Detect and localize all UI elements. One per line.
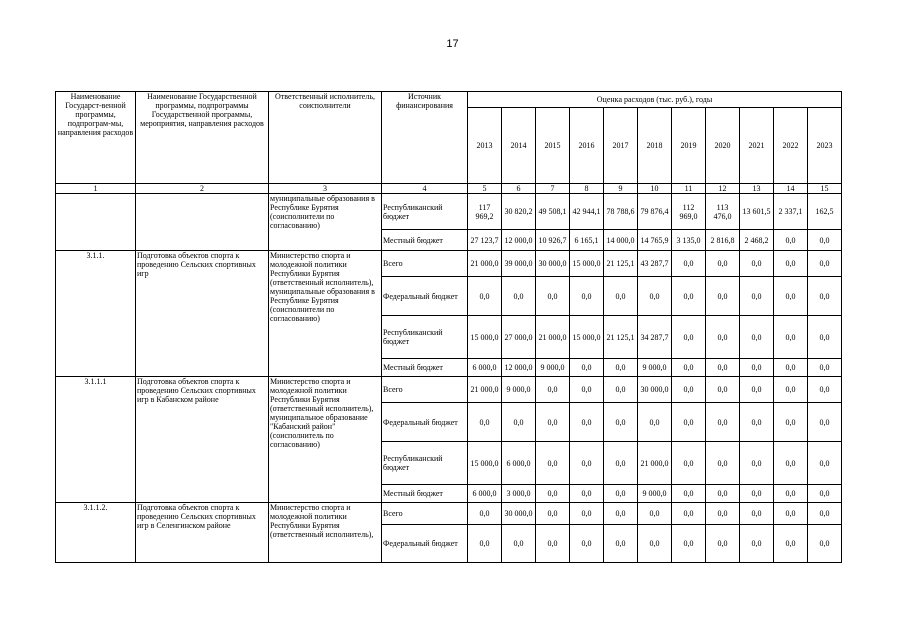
expense-value: 0,0	[570, 525, 604, 563]
header-estimate: Оценка расходов (тыс. руб.), годы	[468, 92, 842, 108]
expense-value: 0,0	[808, 251, 842, 277]
expense-value: 0,0	[774, 403, 808, 442]
funding-source: Республиканский бюджет	[382, 442, 468, 485]
expense-value: 14 765,9	[638, 230, 672, 251]
expense-value: 0,0	[706, 251, 740, 277]
expense-value: 0,0	[706, 525, 740, 563]
funding-source: Всего	[382, 251, 468, 277]
expense-value: 9 000,0	[638, 359, 672, 377]
column-number: 3	[269, 184, 382, 194]
header-year: 2017	[604, 108, 638, 184]
expense-value: 27 123,7	[468, 230, 502, 251]
expense-value: 3 000,0	[502, 485, 536, 503]
expense-value: 0,0	[604, 503, 638, 525]
table-row	[56, 377, 842, 403]
header-year: 2013	[468, 108, 502, 184]
expense-value: 21 000,0	[468, 377, 502, 403]
expense-value: 0,0	[638, 525, 672, 563]
expense-value: 15 000,0	[468, 316, 502, 359]
column-number: 2	[136, 184, 269, 194]
column-number: 12	[706, 184, 740, 194]
expense-value: 30 000,0	[502, 503, 536, 525]
header-year: 2020	[706, 108, 740, 184]
expense-value: 0,0	[638, 503, 672, 525]
expense-value: 0,0	[570, 377, 604, 403]
expense-value: 0,0	[604, 442, 638, 485]
column-number: 14	[774, 184, 808, 194]
expense-value: 0,0	[774, 230, 808, 251]
funding-source: Всего	[382, 503, 468, 525]
page-number: 17	[446, 38, 459, 50]
column-number: 15	[808, 184, 842, 194]
expense-value: 0,0	[706, 359, 740, 377]
column-number: 5	[468, 184, 502, 194]
expense-value: 0,0	[808, 230, 842, 251]
expense-value: 34 287,7	[638, 316, 672, 359]
expense-value: 0,0	[740, 403, 774, 442]
expense-value: 0,0	[604, 359, 638, 377]
expense-value: 21 125,1	[604, 316, 638, 359]
funding-source: Всего	[382, 377, 468, 403]
expense-value: 0,0	[774, 442, 808, 485]
column-number: 4	[382, 184, 468, 194]
budget-table	[55, 91, 842, 563]
funding-source: Федеральный бюджет	[382, 277, 468, 316]
item-code	[56, 194, 136, 251]
expense-value: 21 000,0	[468, 251, 502, 277]
expense-value: 0,0	[740, 503, 774, 525]
expense-value: 0,0	[570, 442, 604, 485]
expense-value: 6 000,0	[468, 485, 502, 503]
expense-value: 0,0	[638, 403, 672, 442]
funding-source: Республиканский бюджет	[382, 194, 468, 230]
expense-value: 0,0	[536, 442, 570, 485]
table-row	[56, 503, 842, 525]
header-source: Источник финансирования	[382, 92, 468, 184]
expense-value: 0,0	[740, 525, 774, 563]
expense-value: 13 601,5	[740, 194, 774, 230]
expense-value: 0,0	[740, 377, 774, 403]
header-year: 2018	[638, 108, 672, 184]
expense-value: 0,0	[774, 277, 808, 316]
expense-value: 0,0	[502, 403, 536, 442]
expense-value: 0,0	[740, 316, 774, 359]
item-name	[136, 194, 269, 251]
expense-value: 0,0	[536, 525, 570, 563]
expense-value: 0,0	[672, 403, 706, 442]
expense-value: 0,0	[502, 277, 536, 316]
expense-value: 0,0	[706, 503, 740, 525]
column-number: 9	[604, 184, 638, 194]
expense-value: 30 000,0	[638, 377, 672, 403]
expense-value: 113 476,0	[706, 194, 740, 230]
expense-value: 30 820,2	[502, 194, 536, 230]
expense-value: 0,0	[468, 503, 502, 525]
expense-value: 6 165,1	[570, 230, 604, 251]
header-year: 2021	[740, 108, 774, 184]
funding-source: Федеральный бюджет	[382, 403, 468, 442]
expense-value: 14 000,0	[604, 230, 638, 251]
expense-value: 0,0	[808, 503, 842, 525]
header-year: 2015	[536, 108, 570, 184]
expense-value: 0,0	[672, 316, 706, 359]
expense-value: 0,0	[740, 251, 774, 277]
header-year: 2022	[774, 108, 808, 184]
expense-value: 0,0	[740, 442, 774, 485]
expense-value: 15 000,0	[570, 316, 604, 359]
header-year: 2016	[570, 108, 604, 184]
expense-value: 0,0	[808, 277, 842, 316]
expense-value: 10 926,7	[536, 230, 570, 251]
expense-value: 0,0	[468, 277, 502, 316]
expense-value: 0,0	[774, 503, 808, 525]
header-executor: Ответственный исполнитель, соисполнители	[269, 92, 382, 184]
header-subprogram-name: Наименование Государственной программы, подпрограммы Государственной программы, мероприятия, направления расходов	[136, 92, 269, 184]
column-number: 10	[638, 184, 672, 194]
expense-value: 0,0	[672, 485, 706, 503]
header-year: 2019	[672, 108, 706, 184]
item-name: Подготовка объектов спорта к проведению Сельских спортивных игр в Кабанском районе	[136, 377, 269, 503]
expense-value: 27 000,0	[502, 316, 536, 359]
expense-value: 0,0	[604, 525, 638, 563]
expense-value: 0,0	[706, 277, 740, 316]
expense-value: 0,0	[468, 403, 502, 442]
expense-value: 9 000,0	[502, 377, 536, 403]
expense-value: 43 287,7	[638, 251, 672, 277]
item-executor: Министерство спорта и молодежной политики Республики Бурятия (ответственный исполнитель), муниципальное образование "Кабанский район" (соисполнитель по согласованию)	[269, 377, 382, 503]
item-code: 3.1.1.2.	[56, 503, 136, 563]
expense-value: 0,0	[502, 525, 536, 563]
column-number: 8	[570, 184, 604, 194]
expense-value: 0,0	[706, 485, 740, 503]
item-name: Подготовка объектов спорта к проведению Сельских спортивных игр	[136, 251, 269, 377]
expense-value: 112 969,0	[672, 194, 706, 230]
column-number: 6	[502, 184, 536, 194]
expense-value: 15 000,0	[468, 442, 502, 485]
column-number: 7	[536, 184, 570, 194]
expense-value: 0,0	[672, 359, 706, 377]
expense-value: 42 944,1	[570, 194, 604, 230]
expense-value: 0,0	[774, 359, 808, 377]
funding-source: Федеральный бюджет	[382, 525, 468, 563]
expense-value: 0,0	[740, 359, 774, 377]
expense-value: 0,0	[672, 525, 706, 563]
expense-value: 0,0	[536, 485, 570, 503]
expense-value: 0,0	[672, 503, 706, 525]
expense-value: 6 000,0	[468, 359, 502, 377]
expense-value: 0,0	[808, 359, 842, 377]
expense-value: 0,0	[740, 277, 774, 316]
expense-value: 162,5	[808, 194, 842, 230]
expense-value: 6 000,0	[502, 442, 536, 485]
expense-value: 0,0	[706, 377, 740, 403]
expense-value: 0,0	[570, 503, 604, 525]
table-row	[56, 194, 842, 230]
expense-value: 0,0	[672, 442, 706, 485]
expense-value: 21 000,0	[536, 316, 570, 359]
expense-value: 0,0	[706, 442, 740, 485]
expense-value: 0,0	[536, 403, 570, 442]
item-executor: муниципальные образования в Республике Бурятия (соисполнители по согласованию)	[269, 194, 382, 251]
funding-source: Местный бюджет	[382, 230, 468, 251]
column-number-row	[56, 184, 842, 194]
item-code: 3.1.1.1	[56, 377, 136, 503]
expense-value: 0,0	[570, 359, 604, 377]
expense-value: 0,0	[706, 403, 740, 442]
funding-source: Местный бюджет	[382, 485, 468, 503]
table-row	[56, 251, 842, 277]
expense-value: 9 000,0	[638, 485, 672, 503]
expense-value: 0,0	[808, 525, 842, 563]
column-number: 11	[672, 184, 706, 194]
expense-value: 9 000,0	[536, 359, 570, 377]
funding-source: Республиканский бюджет	[382, 316, 468, 359]
expense-value: 21 000,0	[638, 442, 672, 485]
expense-value: 0,0	[774, 525, 808, 563]
expense-value: 0,0	[774, 251, 808, 277]
expense-value: 0,0	[604, 277, 638, 316]
expense-value: 3 135,0	[672, 230, 706, 251]
expense-value: 78 788,6	[604, 194, 638, 230]
expense-value: 2 337,1	[774, 194, 808, 230]
expense-value: 0,0	[774, 485, 808, 503]
expense-value: 0,0	[808, 403, 842, 442]
item-code: 3.1.1.	[56, 251, 136, 377]
expense-value: 15 000,0	[570, 251, 604, 277]
header-year: 2023	[808, 108, 842, 184]
expense-value: 0,0	[808, 377, 842, 403]
expense-value: 0,0	[468, 525, 502, 563]
expense-value: 2 468,2	[740, 230, 774, 251]
expense-value: 0,0	[604, 403, 638, 442]
expense-value: 79 876,4	[638, 194, 672, 230]
header-program-name: Наименование Государст-венной программы, подпрограм-мы, направления расходов	[56, 92, 136, 184]
expense-value: 0,0	[536, 503, 570, 525]
expense-value: 0,0	[570, 277, 604, 316]
expense-value: 0,0	[740, 485, 774, 503]
expense-value: 0,0	[808, 485, 842, 503]
expense-value: 0,0	[808, 316, 842, 359]
expense-value: 12 000,0	[502, 359, 536, 377]
column-number: 13	[740, 184, 774, 194]
expense-value: 0,0	[604, 485, 638, 503]
expense-value: 12 000,0	[502, 230, 536, 251]
expense-value: 0,0	[638, 277, 672, 316]
column-number: 1	[56, 184, 136, 194]
item-executor: Министерство спорта и молодежной политики Республики Бурятия (ответственный исполнитель),	[269, 503, 382, 563]
expense-value: 0,0	[604, 377, 638, 403]
expense-value: 0,0	[706, 316, 740, 359]
expense-value: 0,0	[570, 403, 604, 442]
expense-value: 0,0	[808, 442, 842, 485]
expense-value: 39 000,0	[502, 251, 536, 277]
expense-value: 0,0	[536, 277, 570, 316]
expense-value: 0,0	[774, 316, 808, 359]
expense-value: 30 000,0	[536, 251, 570, 277]
funding-source: Местный бюджет	[382, 359, 468, 377]
expense-value: 0,0	[672, 277, 706, 316]
item-name: Подготовка объектов спорта к проведению Сельских спортивных игр в Селенгинском районе	[136, 503, 269, 563]
expense-value: 21 125,1	[604, 251, 638, 277]
expense-value: 49 508,1	[536, 194, 570, 230]
expense-value: 0,0	[570, 485, 604, 503]
table-body	[56, 194, 842, 563]
expense-value: 117 969,2	[468, 194, 502, 230]
expense-value: 0,0	[536, 377, 570, 403]
expense-value: 2 816,8	[706, 230, 740, 251]
header-year: 2014	[502, 108, 536, 184]
item-executor: Министерство спорта и молодежной политики Республики Бурятия (ответственный исполнитель), муниципальные образования в Республике Бурятия (соисполнители по согласованию)	[269, 251, 382, 377]
expense-value: 0,0	[672, 251, 706, 277]
expense-value: 0,0	[774, 377, 808, 403]
expense-value: 0,0	[672, 377, 706, 403]
